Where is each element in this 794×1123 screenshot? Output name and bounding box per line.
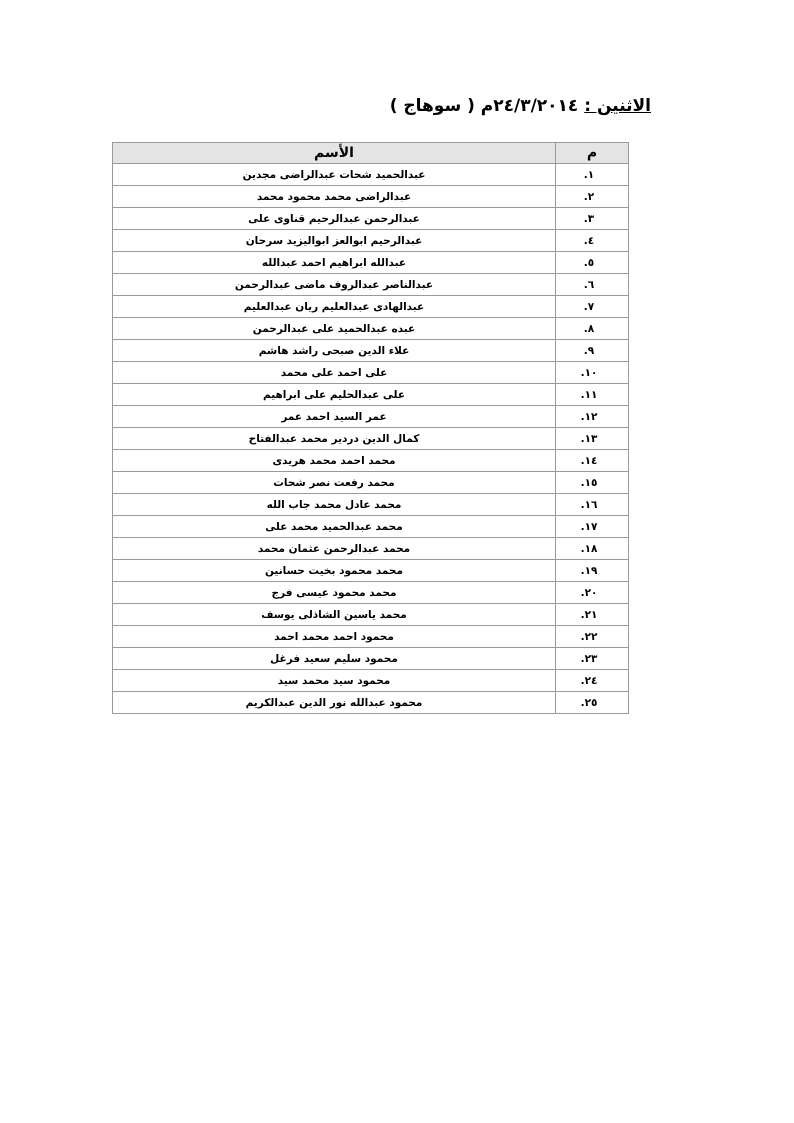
row-number [556,186,629,208]
row-number-text: ١٦. [580,498,598,511]
row-name: محمود عبدالله نور الدين عبدالكريم [113,692,556,714]
row-name: عبدالله ابراهيم احمد عبدالله [113,252,556,274]
row-number [556,230,629,252]
table-row [113,670,629,692]
row-name: عبده عبدالحميد على عبدالرحمن [113,318,556,340]
row-name: محمد رفعت نصر شحات [113,472,556,494]
row-number-text: ٧. [583,300,595,313]
row-name: محمد عبدالرحمن عثمان محمد [113,538,556,560]
table-row [113,604,629,626]
row-number [556,318,629,340]
row-number [556,384,629,406]
row-number-text: ١٨. [580,542,598,555]
row-number [556,208,629,230]
row-number-text: ١. [583,168,595,181]
table-row [113,384,629,406]
row-number [556,560,629,582]
row-number-text: ٩. [583,344,595,357]
row-name: عبدالهادى عبدالعليم ريان عبدالعليم [113,296,556,318]
row-number-text: ١٩. [580,564,598,577]
table-row [113,516,629,538]
row-number-text: ١١. [580,388,598,401]
row-number-text: ٦. [583,278,595,291]
table-row [113,362,629,384]
row-name: محمود سيد محمد سيد [113,670,556,692]
row-number [556,362,629,384]
day-label: الاثنين : [584,96,651,116]
row-number-text: ٢٢. [580,630,598,643]
row-number-text: ٣. [583,212,595,225]
row-number [556,340,629,362]
date-location: ٢٤/٣/٢٠١٤م ( سوهاج ) [389,96,585,116]
table-row [113,560,629,582]
header-row [113,143,629,164]
row-name: عبدالراضى محمد محمود محمد [113,186,556,208]
table-row [113,428,629,450]
row-name: على عبدالحليم على ابراهيم [113,384,556,406]
row-number [556,274,629,296]
table-row [113,692,629,714]
row-name: محمد محمود عيسى فرج [113,582,556,604]
row-number [556,692,629,714]
row-number-text: ١٠. [580,366,598,379]
table-row [113,252,629,274]
row-name: عمر السيد احمد عمر [113,406,556,428]
row-number [556,648,629,670]
row-number-text: ٥. [583,256,595,269]
row-number [556,296,629,318]
table-row [113,450,629,472]
row-number [556,670,629,692]
row-number [556,538,629,560]
row-number [556,516,629,538]
row-number-text: ٢. [583,190,595,203]
row-number-text: ٢١. [580,608,598,621]
table-row [113,340,629,362]
header-number: م [556,143,629,164]
row-number [556,472,629,494]
row-name: كمال الدين دردير محمد عبدالفتاح [113,428,556,450]
row-number [556,494,629,516]
row-number-text: ٢٥. [580,696,598,709]
table-row [113,626,629,648]
row-number [556,450,629,472]
row-name: محمود احمد محمد احمد [113,626,556,648]
table-row [113,648,629,670]
names-table [112,142,629,714]
row-number-text: ١٥. [580,476,598,489]
row-number-text: ١٣. [580,432,598,445]
row-name: محمد عادل محمد جاب الله [113,494,556,516]
row-number-text: ٢٠. [580,586,598,599]
page-title [390,96,651,116]
row-name: علاء الدين صبحى راشد هاشم [113,340,556,362]
row-number [556,164,629,186]
table-row [113,318,629,340]
row-name: عبدالناصر عبدالروف ماضى عبدالرحمن [113,274,556,296]
row-number-text: ١٤. [580,454,598,467]
row-name: عبدالحميد شحات عبدالراضى مجدين [113,164,556,186]
table-row [113,472,629,494]
row-number [556,626,629,648]
row-number [556,582,629,604]
table-row [113,494,629,516]
row-name: محمد احمد محمد هريدى [113,450,556,472]
row-number [556,406,629,428]
row-number-text: ٢٤. [580,674,598,687]
row-number-text: ٨. [583,322,595,335]
row-number-text: ٤. [583,234,595,247]
row-name: على احمد على محمد [113,362,556,384]
table-row [113,208,629,230]
row-number [556,604,629,626]
row-number [556,428,629,450]
table-row [113,406,629,428]
row-name: محمد ياسين الشاذلى يوسف [113,604,556,626]
row-name: عبدالرحمن عبدالرحيم قناوى على [113,208,556,230]
row-name: عبدالرحيم ابوالعز ابواليزيد سرحان [113,230,556,252]
table-row [113,230,629,252]
table-row [113,296,629,318]
table-row [113,582,629,604]
header-name: الأسم [113,143,556,164]
row-number-text: ١٧. [580,520,598,533]
table-row [113,538,629,560]
table-row [113,274,629,296]
row-number [556,252,629,274]
row-name: محمد محمود بخيت حسانين [113,560,556,582]
row-name: محمود سليم سعيد فرغل [113,648,556,670]
table-row [113,164,629,186]
table-row [113,186,629,208]
row-number-text: ١٢. [580,410,598,423]
row-number-text: ٢٣. [580,652,598,665]
row-name: محمد عبدالحميد محمد على [113,516,556,538]
